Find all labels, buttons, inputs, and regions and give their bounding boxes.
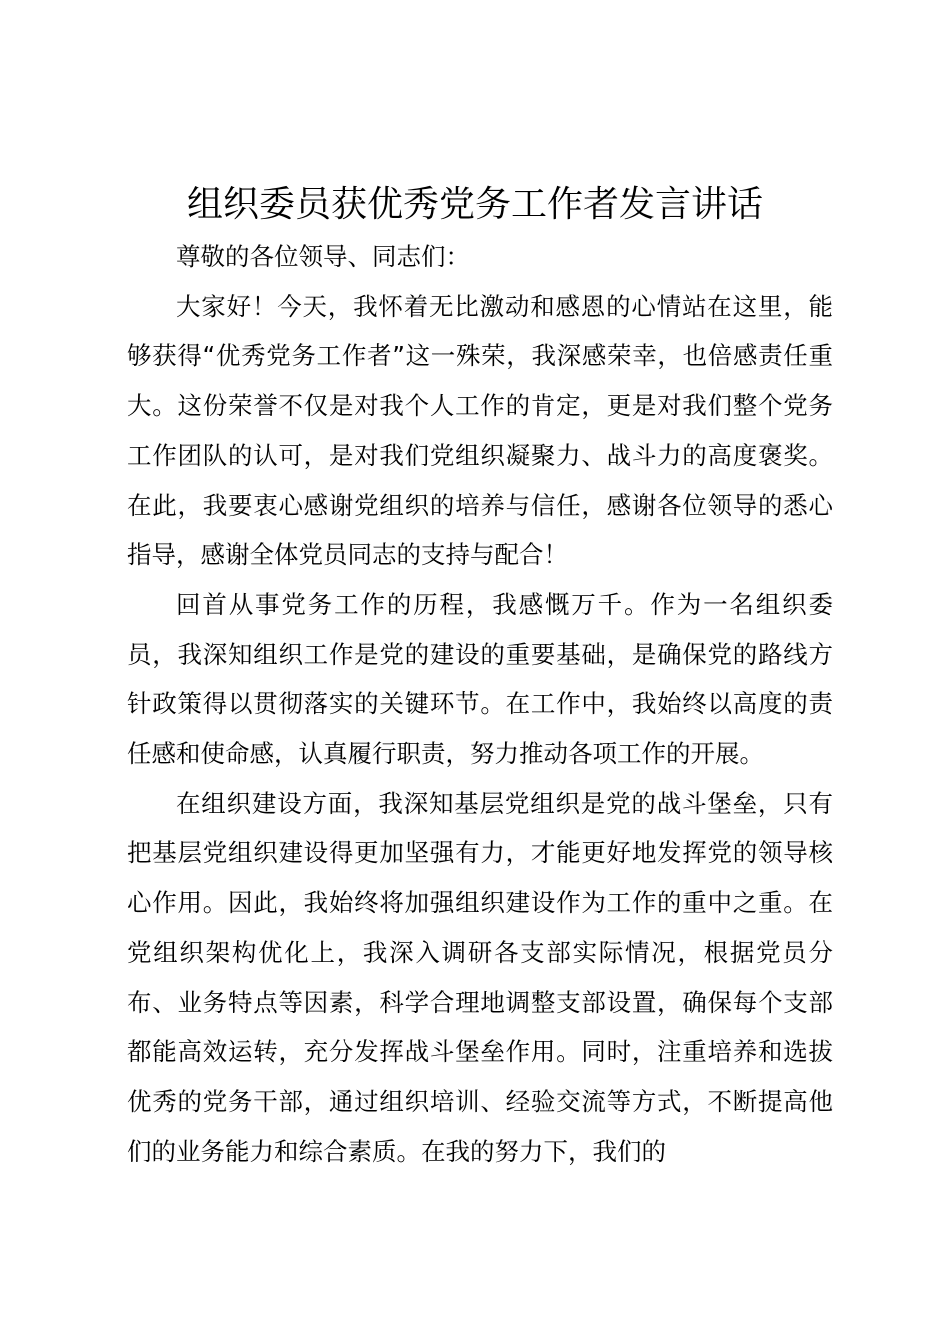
paragraph-salutation: 尊敬的各位领导、同志们： [176,242,470,271]
paragraph-1: 大家好！今天，我怀着无比激动和感恩的心情站在这里，能够获得“优秀党务工作者”这一殊荣，我深感荣幸，也倍感责任重大。这份荣誉不仅是对我个人工作的肯定，更是对我们整个党务工作团队的认可，是对我们党组织凝聚力、战斗力的高度褒奖。在此，我要衷心感谢党组织的培养与信任，感谢各位领导的悉心指导，感谢全体党员同志的支持与配合！ [127,291,833,570]
paragraph-2: 回首从事党务工作的历程，我感慨万千。作为一名组织委员，我深知组织工作是党的建设的重要基础，是确保党的路线方针政策得以贯彻落实的关键环节。在工作中，我始终以高度的责任感和使命感，认真履行职责，努力推动各项工作的开展。 [127,589,833,769]
document-title: 组织委员获优秀党务工作者发言讲话 [186,184,763,225]
document-body [127,232,833,1176]
paragraph-3: 在组织建设方面，我深知基层党组织是党的战斗堡垒，只有把基层党组织建设得更加坚强有力，才能更好地发挥党的领导核心作用。因此，我始终将加强组织建设作为工作的重中之重。在党组织架构优化上，我深入调研各支部实际情况，根据党员分布、业务特点等因素，科学合理地调整支部设置，确保每个支部都能高效运转，充分发挥战斗堡垒作用。同时，注重培养和选拔优秀的党务干部，通过组织培训、经验交流等方式，不断提高他们的业务能力和综合素质。在我的努力下，我们的 [127,788,833,1166]
